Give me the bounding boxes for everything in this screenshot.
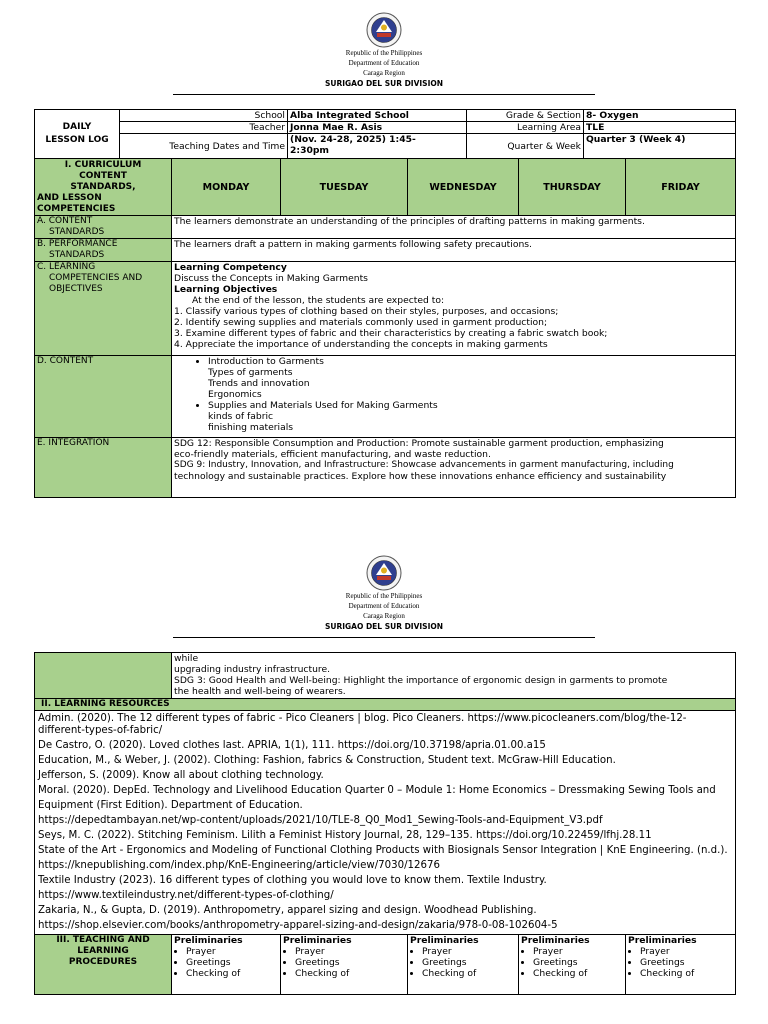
checking-item: • Checking of bbox=[533, 968, 623, 979]
objective-item: 2. Identify sewing supplies and materials commonly used in garment production; bbox=[174, 317, 548, 328]
school-value: Alba Integrated School bbox=[288, 110, 467, 122]
content-standards-label-l2: STANDARDS bbox=[49, 227, 105, 237]
reference-entry: Admin. (2020). The 12 different types of fabric - Pico Cleaners | blog. Pico Cleaners. https://www.picocleaners.com/blog/the-12-different-types-of-fabric/ bbox=[38, 713, 687, 736]
greetings-item: • Greetings bbox=[295, 957, 405, 968]
procedures-line3: PROCEDURES bbox=[68, 957, 138, 967]
performance-standards-label-l2: STANDARDS bbox=[49, 250, 105, 260]
preliminaries-list bbox=[521, 946, 623, 979]
section1-heading bbox=[35, 159, 172, 216]
content-standards-label-l1: A. CONTENT bbox=[37, 216, 93, 226]
section1-title-line1: I. CURRICULUM bbox=[64, 159, 142, 170]
integration-line: technology and sustainable practices. Explore how these innovations enhance efficiency and sustainability bbox=[174, 471, 667, 482]
integration-line: SDG 12: Responsible Consumption and Production: Promote sustainable garment production, emphasizing bbox=[174, 438, 664, 449]
content-list bbox=[174, 356, 733, 367]
content-subtopic: Ergonomics bbox=[208, 389, 262, 400]
references-cell bbox=[35, 711, 736, 935]
prayer-item: • Prayer bbox=[422, 946, 516, 957]
preliminaries-list bbox=[283, 946, 405, 979]
header-region: Caraga Region bbox=[363, 612, 405, 620]
reference-entry: State of the Art - Ergonomics and Modeling of Functional Clothing Products with Biosignals Sensor Integration | KnE Engineering. (n.d.). bbox=[38, 845, 728, 856]
content-standards-text: The learners demonstrate an understanding of the principles of drafting patterns in making garments. bbox=[172, 216, 736, 239]
preliminaries-title: Preliminaries bbox=[283, 935, 352, 946]
preliminaries-list bbox=[628, 946, 733, 979]
reference-entry: Textile Industry (2023). 16 different types of clothing you would love to know them. Textile Industry. bbox=[38, 875, 547, 886]
reference-entry: Equipment (First Edition). Department of Education. bbox=[38, 800, 303, 811]
performance-standards-label-l1: B. PERFORMANCE bbox=[37, 239, 118, 249]
page2-header bbox=[0, 555, 768, 632]
integration-line: eco-friendly materials, efficient manufacturing, and waste reduction. bbox=[174, 449, 491, 460]
grade-label: Grade & Section bbox=[467, 110, 584, 122]
preliminaries-title: Preliminaries bbox=[521, 935, 590, 946]
dates-value bbox=[288, 134, 467, 159]
competencies-label-l1: C. LEARNING bbox=[37, 262, 96, 272]
reference-entry: https://shop.elsevier.com/books/anthropometry-apparel-sizing-and-design/zakaria/978-0-08-102604-5 bbox=[38, 920, 558, 931]
curriculum-table bbox=[34, 158, 736, 498]
teacher-label: Teacher bbox=[120, 122, 288, 134]
content-label: D. CONTENT bbox=[35, 356, 172, 438]
section1-title-line4: AND LESSON bbox=[37, 192, 102, 203]
integration-line: the health and well-being of wearers. bbox=[174, 686, 346, 697]
competency-text: Discuss the Concepts in Making Garments bbox=[174, 273, 368, 284]
checking-item: • Checking of bbox=[295, 968, 405, 979]
objectives-title: Learning Objectives bbox=[174, 284, 278, 295]
info-table bbox=[34, 109, 736, 159]
content-subtopic: finishing materials bbox=[208, 422, 294, 433]
reference-entry: De Castro, O. (2020). Loved clothes last. APRIA, 1(1), 111. https://doi.org/10.37198/apria.01.00.a15 bbox=[38, 740, 546, 751]
competencies-text bbox=[172, 262, 736, 356]
day-thursday: THURSDAY bbox=[519, 159, 626, 216]
dates-label: Teaching Dates and Time bbox=[120, 134, 288, 159]
objective-item: 4. Appreciate the importance of understanding the concepts in making garments bbox=[174, 339, 548, 350]
dates-line-1: (Nov. 24-28, 2025) 1:45- bbox=[290, 134, 416, 145]
integration-line: upgrading industry infrastructure. bbox=[174, 664, 331, 675]
procedures-line2: LEARNING bbox=[77, 946, 129, 956]
performance-standards-text: The learners draft a pattern in making garments following safety precautions. bbox=[172, 239, 736, 262]
prayer-item: • Prayer bbox=[533, 946, 623, 957]
reference-entry: Seys, M. C. (2022). Stitching Feminism. Lilith a Feminist History Journal, 28, 129–135. https://doi.org/10.22459/lfhj.28.11 bbox=[38, 830, 652, 841]
header-region: Caraga Region bbox=[363, 69, 405, 77]
procedures-tuesday bbox=[281, 935, 408, 995]
greetings-item: • Greetings bbox=[533, 957, 623, 968]
preliminaries-list bbox=[410, 946, 516, 979]
greetings-item: • Greetings bbox=[422, 957, 516, 968]
preliminaries-list bbox=[174, 946, 278, 979]
page2-table bbox=[34, 652, 736, 995]
procedures-friday bbox=[626, 935, 736, 995]
day-wednesday: WEDNESDAY bbox=[408, 159, 519, 216]
prayer-item: • Prayer bbox=[640, 946, 733, 957]
header-division: SURIGAO DEL SUR DIVISION bbox=[324, 79, 444, 88]
reference-entry: Zakaria, N., & Gupta, D. (2019). Anthropometry, apparel sizing and design. Woodhead Publishing. bbox=[38, 905, 537, 916]
content-topics bbox=[172, 356, 736, 438]
objective-item: 1. Classify various types of clothing based on their styles, purposes, and occasions; bbox=[174, 306, 559, 317]
performance-standards-label bbox=[35, 239, 172, 262]
content-topic-2: • Supplies and Materials Used for Making Garments bbox=[208, 400, 733, 411]
day-tuesday: TUESDAY bbox=[281, 159, 408, 216]
day-monday: MONDAY bbox=[172, 159, 281, 216]
preliminaries-title: Preliminaries bbox=[174, 935, 243, 946]
integration-continued-label bbox=[35, 653, 172, 699]
dates-line-2: 2:30pm bbox=[290, 145, 330, 156]
integration-line: while bbox=[174, 653, 199, 664]
competencies-label-l3: OBJECTIVES bbox=[49, 284, 103, 294]
reference-entry: Moral. (2020). DepEd. Technology and Livelihood Education Quarter 0 – Module 1: Home Economics – Dressmaking Sewing Tools and bbox=[38, 785, 716, 796]
content-subtopic: kinds of fabric bbox=[208, 411, 274, 422]
preliminaries-title: Preliminaries bbox=[410, 935, 479, 946]
prayer-item: • Prayer bbox=[186, 946, 278, 957]
objective-item: 3. Examine different types of fabric and their characteristics by creating a fabric swatch book; bbox=[174, 328, 608, 339]
section1-title-line5: COMPETENCIES bbox=[37, 203, 116, 214]
header-country: Republic of the Philippines bbox=[345, 49, 423, 57]
grade-value: 8- Oxygen bbox=[584, 110, 736, 122]
competency-title: Learning Competency bbox=[174, 262, 287, 273]
content-list bbox=[174, 400, 733, 411]
header-rule bbox=[173, 637, 595, 638]
deped-seal-icon bbox=[366, 12, 402, 48]
procedures-thursday bbox=[519, 935, 626, 995]
content-subtopic: Types of garments bbox=[208, 367, 293, 378]
greetings-item: • Greetings bbox=[186, 957, 278, 968]
reference-entry: https://depedtambayan.net/wp-content/uploads/2021/10/TLE-8_Q0_Mod1_Sewing-Tools-and-Equipment_V3.pdf bbox=[38, 815, 603, 826]
checking-item: • Checking of bbox=[422, 968, 516, 979]
competencies-label bbox=[35, 262, 172, 356]
quarter-label: Quarter & Week bbox=[467, 134, 584, 159]
integration-line: SDG 9: Industry, Innovation, and Infrastructure: Showcase advancements in garment manufacturing, including bbox=[174, 460, 674, 470]
procedures-heading bbox=[35, 935, 172, 995]
school-label: School bbox=[120, 110, 288, 122]
header-department: Department of Education bbox=[348, 602, 420, 610]
area-label: Learning Area bbox=[467, 122, 584, 134]
deped-seal-icon bbox=[366, 555, 402, 591]
checking-item: • Checking of bbox=[640, 968, 733, 979]
integration-label: E. INTEGRATION bbox=[35, 438, 172, 498]
prayer-item: • Prayer bbox=[295, 946, 405, 957]
greetings-item: • Greetings bbox=[640, 957, 733, 968]
procedures-wednesday bbox=[408, 935, 519, 995]
content-topic-1: • Introduction to Garments bbox=[208, 356, 733, 367]
reference-entry: https://www.textileindustry.net/different-types-of-clothing/ bbox=[38, 890, 334, 901]
content-subtopic: Trends and innovation bbox=[208, 378, 310, 389]
reference-entry: Education, M., & Weber, J. (2002). Clothing: Fashion, fabrics & Construction, Student text. McGraw-Hill Education. bbox=[38, 755, 616, 766]
objectives-intro: At the end of the lesson, the students are expected to: bbox=[192, 295, 445, 306]
section1-title-line2: CONTENT bbox=[79, 170, 127, 181]
integration-continued-text bbox=[172, 653, 736, 699]
section1-title-line3: STANDARDS, bbox=[70, 181, 136, 192]
page1-header bbox=[0, 12, 768, 89]
procedures-line1: III. TEACHING AND bbox=[56, 935, 150, 945]
preliminaries-title: Preliminaries bbox=[628, 935, 697, 946]
header-rule bbox=[173, 94, 595, 95]
checking-item: • Checking of bbox=[186, 968, 278, 979]
teacher-value: Jonna Mae R. Asis bbox=[288, 122, 467, 134]
reference-entry: Jefferson, S. (2009). Know all about clothing technology. bbox=[38, 770, 324, 781]
header-department: Department of Education bbox=[348, 59, 420, 67]
competencies-label-l2: COMPETENCIES AND bbox=[49, 273, 143, 283]
reference-entry: https://knepublishing.com/index.php/KnE-Engineering/article/view/7030/12676 bbox=[38, 860, 440, 871]
day-friday: FRIDAY bbox=[626, 159, 736, 216]
procedures-monday bbox=[172, 935, 281, 995]
integration-text bbox=[172, 438, 736, 498]
quarter-value: Quarter 3 (Week 4) bbox=[584, 134, 736, 159]
header-country: Republic of the Philippines bbox=[345, 592, 423, 600]
area-value: TLE bbox=[584, 122, 736, 134]
content-standards-label bbox=[35, 216, 172, 239]
integration-line: SDG 3: Good Health and Well-being: Highlight the importance of ergonomic design in garments to promote bbox=[174, 675, 668, 686]
header-division: SURIGAO DEL SUR DIVISION bbox=[324, 622, 444, 631]
daily-lesson-log-label: DAILY LESSON LOG bbox=[35, 110, 120, 159]
learning-resources-heading: II. LEARNING RESOURCES bbox=[35, 699, 736, 711]
